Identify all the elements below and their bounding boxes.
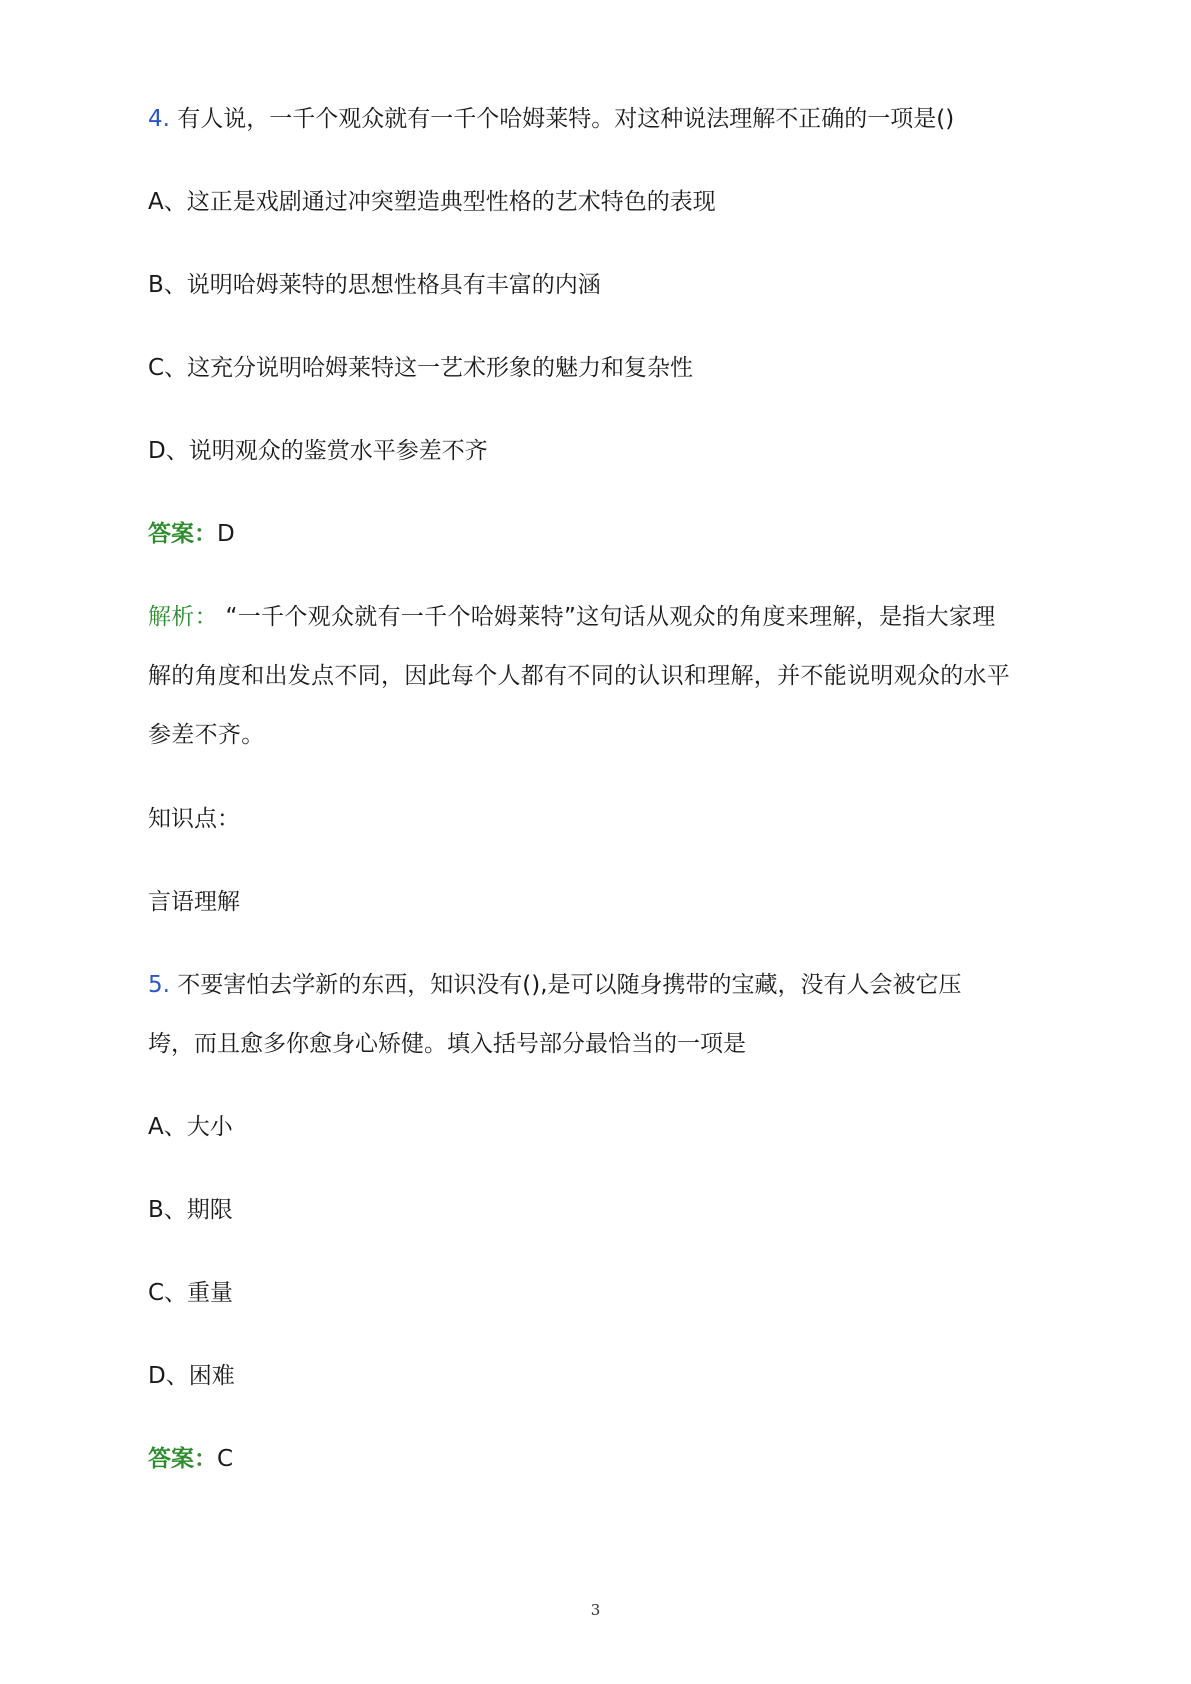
q4-explanation-label: 解析： bbox=[148, 604, 218, 630]
q5-stem-text-1: 不要害怕去学新的东西，知识没有(),是可以随身携带的宝藏，没有人会被它压 bbox=[177, 972, 962, 998]
q5-option-a: A、大小 bbox=[148, 1114, 233, 1140]
q4-explanation-line-3: 参差不齐。 bbox=[148, 722, 265, 748]
q4-knowledge-label: 知识点： bbox=[148, 806, 240, 832]
q4-answer-label: 答案： bbox=[148, 521, 217, 547]
q5-number-sep: . bbox=[162, 972, 170, 998]
q4-knowledge-value: 言语理解 bbox=[148, 889, 240, 915]
q5-stem-line-1 bbox=[148, 970, 1053, 1000]
q5-answer bbox=[148, 1444, 1053, 1474]
q4-option-b: B、说明哈姆莱特的思想性格具有丰富的内涵 bbox=[148, 272, 601, 298]
q4-stem-text: 有人说，一千个观众就有一千个哈姆莱特。对这种说法理解不正确的一项是() bbox=[177, 106, 955, 132]
q5-option-d: D、困难 bbox=[148, 1363, 235, 1389]
q4-option-a: A、这正是戏剧通过冲突塑造典型性格的艺术特色的表现 bbox=[148, 189, 716, 215]
q5-answer-value: C bbox=[217, 1446, 234, 1472]
q4-answer-value: D bbox=[217, 521, 235, 547]
page-number: 3 bbox=[590, 1601, 601, 1619]
q4-explanation-line-1 bbox=[148, 602, 1053, 632]
q5-number: 5 bbox=[148, 972, 163, 998]
q4-stem bbox=[148, 104, 1053, 134]
q5-stem-line-2: 垮，而且愈多你愈身心矫健。填入括号部分最恰当的一项是 bbox=[148, 1031, 746, 1057]
q5-answer-label: 答案： bbox=[148, 1446, 217, 1472]
q5-option-c: C、重量 bbox=[148, 1280, 234, 1306]
q4-explanation-line-2: 解的角度和出发点不同，因此每个人都有不同的认识和理解，并不能说明观众的水平 bbox=[148, 663, 1011, 689]
q4-answer bbox=[148, 519, 1053, 549]
q4-number-sep: . bbox=[162, 106, 170, 132]
q4-option-c: C、这充分说明哈姆莱特这一艺术形象的魅力和复杂性 bbox=[148, 355, 694, 381]
q4-explanation-text-1: “一千个观众就有一千个哈姆莱特”这句话从观众的角度来理解，是指大家理 bbox=[225, 604, 996, 630]
q5-option-b: B、期限 bbox=[148, 1197, 233, 1223]
q4-option-d: D、说明观众的鉴赏水平参差不齐 bbox=[148, 438, 488, 464]
q4-number: 4 bbox=[148, 106, 163, 132]
